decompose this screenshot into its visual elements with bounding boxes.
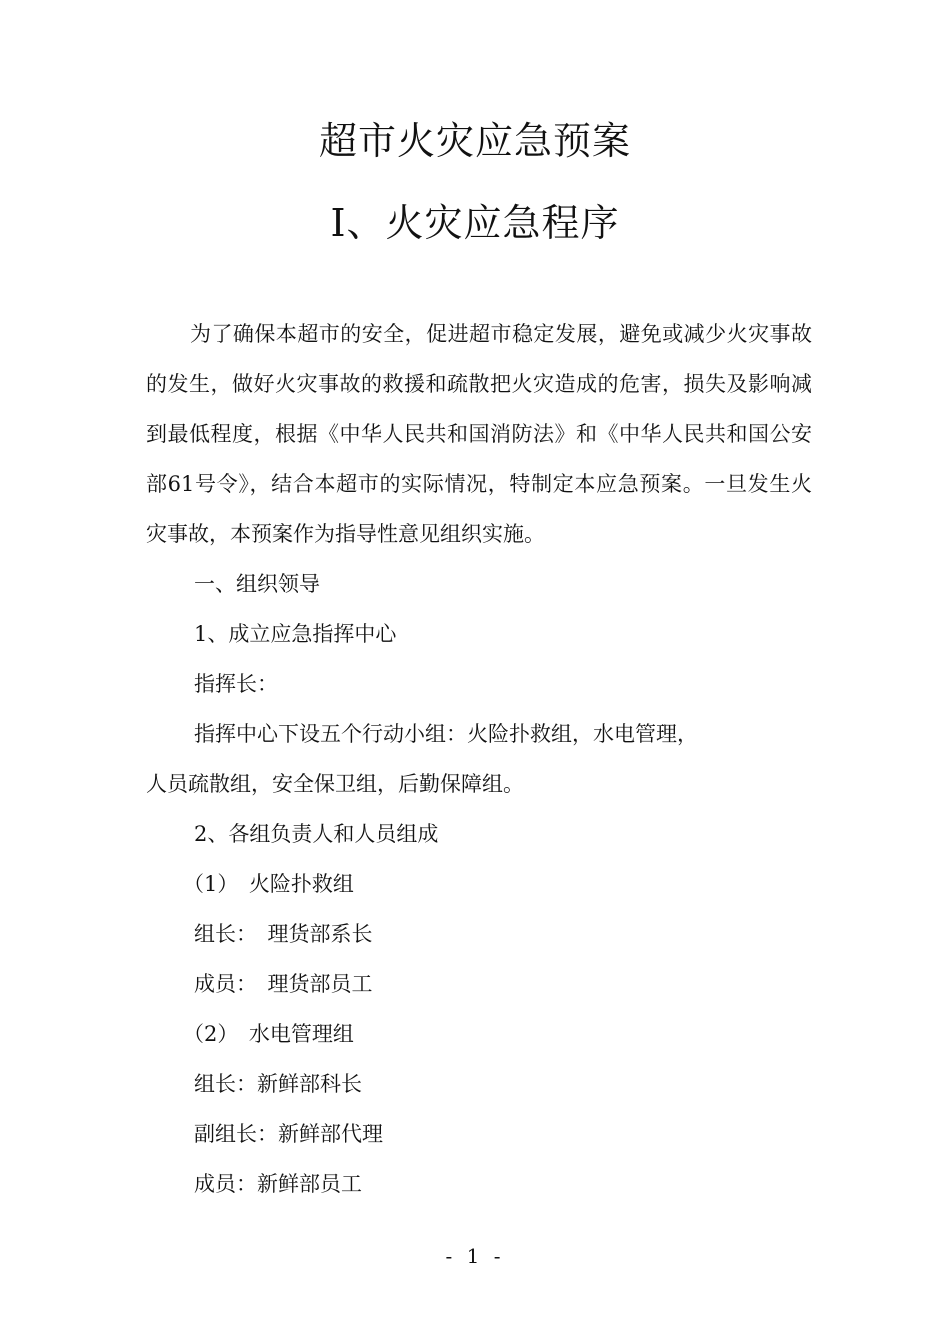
document-title: 超市火灾应急预案 xyxy=(318,119,631,163)
item-heading-group-composition: 2、各组负责人和人员组成 xyxy=(194,822,439,846)
page-number: - 1 - xyxy=(445,1244,505,1268)
group1-members: 成员： 理货部员工 xyxy=(194,972,373,996)
intro-paragraph: 为了确保本超市的安全，促进超市稳定发展，避免或减少火灾事故的发生，做好火灾事故的救援和疏散把火灾造成的危害，损失及影响减到最低程度，根据《中华人民共和国消防法》和《中华人民共和国公安部61号令》，结合本超市的实际情况，特制定本应急预案。一旦发生火灾事故，本预案作为指导性意见组织实施。 xyxy=(146,322,812,546)
section-heading-organization: 一、组织领导 xyxy=(194,572,320,596)
group2-members: 成员：新鲜部员工 xyxy=(194,1172,362,1196)
group1-heading: （1） 火险扑救组 xyxy=(183,872,354,896)
document-subtitle: Ⅰ、火灾应急程序 xyxy=(330,201,620,245)
group2-leader: 组长：新鲜部科长 xyxy=(194,1072,362,1096)
group2-heading: （2） 水电管理组 xyxy=(183,1022,354,1046)
group2-deputy: 副组长：新鲜部代理 xyxy=(194,1122,383,1146)
item-heading-command-center: 1、成立应急指挥中心 xyxy=(194,622,397,646)
groups-line-1: 指挥中心下设五个行动小组：火险扑救组，水电管理， xyxy=(194,722,698,746)
commander-line: 指挥长： xyxy=(194,672,278,696)
groups-line-2: 人员疏散组，安全保卫组，后勤保障组。 xyxy=(146,772,524,796)
group1-leader: 组长： 理货部系长 xyxy=(194,922,373,946)
